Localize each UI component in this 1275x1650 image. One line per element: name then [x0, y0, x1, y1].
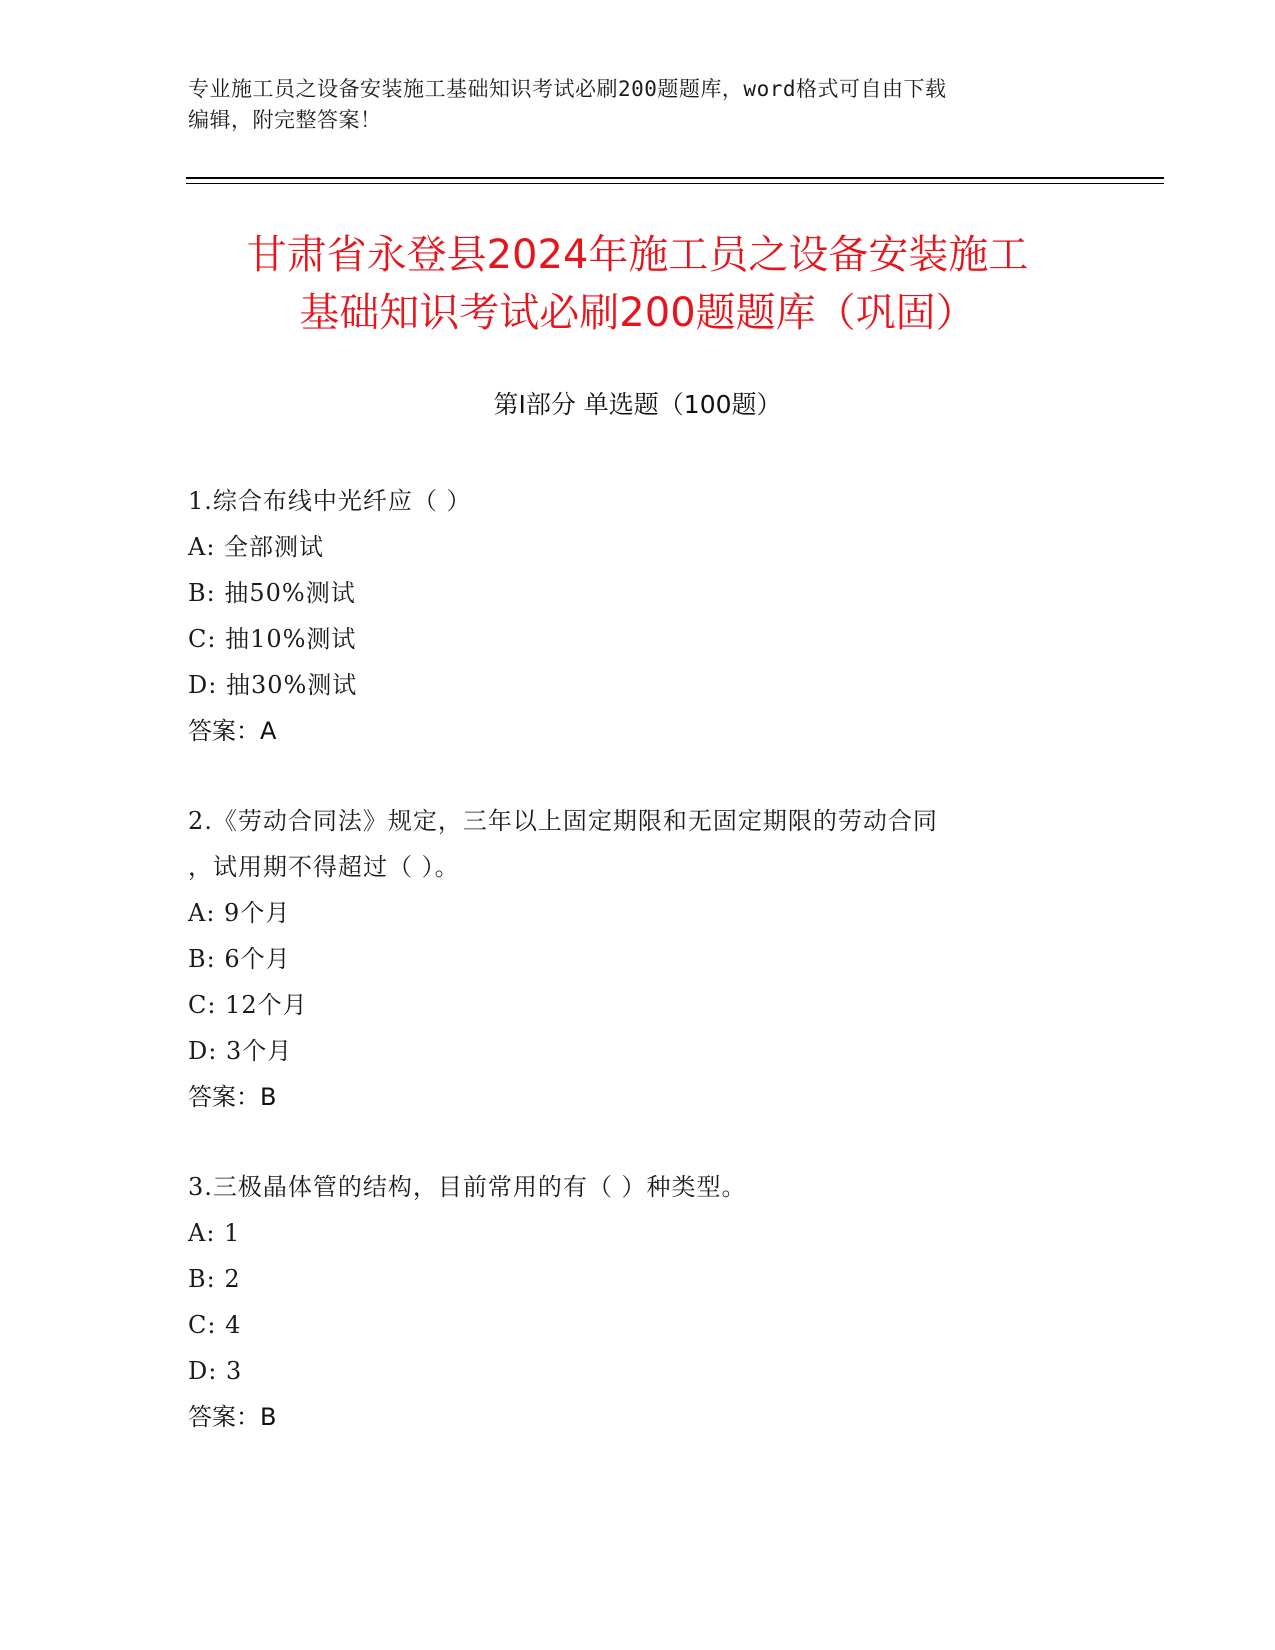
question-2	[188, 798, 1088, 1120]
header-divider-thick	[186, 177, 1164, 179]
question-2-stem-line-1: 2.《劳动合同法》规定，三年以上固定期限和无固定期限的劳动合同	[188, 807, 938, 835]
section-title: 第Ⅰ部分 单选题（100题）	[493, 390, 782, 419]
question-1-option-d: D: 抽30%测试	[188, 671, 358, 699]
question-3-answer: 答案：B	[188, 1403, 277, 1431]
question-1-option-a: A: 全部测试	[188, 533, 325, 561]
document-title	[150, 226, 1125, 342]
question-2-answer: 答案：B	[188, 1083, 277, 1111]
question-3-stem: 3.三极晶体管的结构，目前常用的有（ ）种类型。	[188, 1173, 747, 1201]
question-1	[188, 478, 1088, 754]
question-2-option-a: A: 9个月	[188, 899, 291, 927]
question-3	[188, 1164, 1088, 1440]
question-2-option-d: D: 3个月	[188, 1037, 293, 1065]
question-2-stem-line-2: ，试用期不得超过（ ）。	[188, 853, 460, 881]
header-divider-thin	[186, 183, 1164, 184]
document-title-line-2: 基础知识考试必刷200题题库（巩固）	[299, 290, 976, 336]
question-1-option-c: C: 抽10%测试	[188, 625, 357, 653]
question-3-option-c: C: 4	[188, 1311, 242, 1339]
question-list	[188, 478, 1088, 1484]
document-title-line-1: 甘肃省永登县2024年施工员之设备安装施工	[246, 232, 1029, 278]
question-2-option-c: C: 12个月	[188, 991, 308, 1019]
header-note	[188, 74, 1088, 136]
question-1-answer: 答案：A	[188, 717, 277, 745]
question-1-stem: 1.综合布线中光纤应（ ）	[188, 487, 472, 515]
question-3-option-a: A: 1	[188, 1219, 241, 1247]
question-1-option-b: B: 抽50%测试	[188, 579, 356, 607]
question-3-option-b: B: 2	[188, 1265, 241, 1293]
question-2-option-b: B: 6个月	[188, 945, 291, 973]
header-note-line-2: 编辑，附完整答案！	[188, 108, 382, 132]
header-note-line-1: 专业施工员之设备安装施工基础知识考试必刷200题题库，word格式可自由下载	[188, 77, 947, 101]
question-3-option-d: D: 3	[188, 1357, 243, 1385]
